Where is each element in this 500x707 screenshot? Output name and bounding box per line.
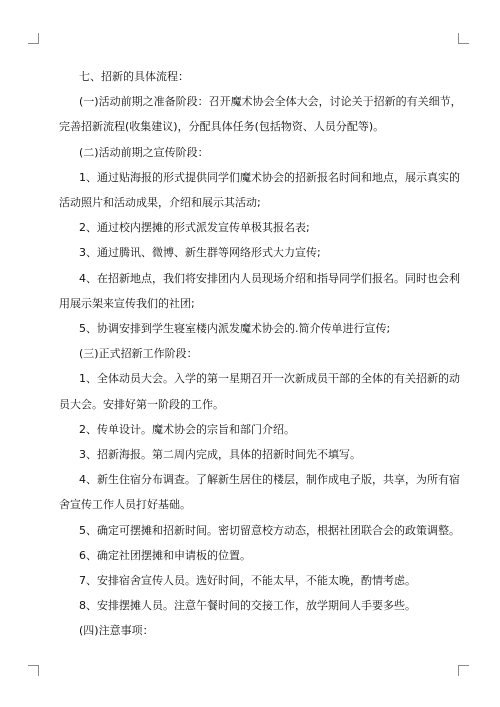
subsection-heading: (四)注意事项：: [79, 624, 154, 638]
paragraph-line: 1、全体动员大会。入学的第一星期召开一次新成员干部的全体的有关招新的动: [79, 372, 460, 386]
paragraph-line: 舍宣传工作人员打好基础。: [59, 498, 191, 512]
paragraph-line: 完善招新流程(收集建议)，分配具体任务(包括物资、人员分配等)。: [59, 120, 385, 134]
crop-mark-top-right: [458, 33, 469, 44]
paragraph-line: 2、传单设计。魔术协会的宗旨和部门介绍。: [79, 422, 295, 436]
paragraph-line: 4、在招新地点，我们将安排团内人员现场介绍和指导同学们报名。同时也会利: [79, 271, 460, 285]
crop-mark-top-left: [28, 33, 39, 44]
paragraph-line: 8、安排摆摊人员。注意午餐时间的交接工作，放学期间人手要多些。: [79, 599, 416, 613]
paragraph-line: (一)活动前期之准备阶段：召开魔术协会全体大会，讨论关于招新的有关细节，: [79, 95, 462, 109]
subsection-heading: (二)活动前期之宣传阶段：: [79, 145, 209, 159]
paragraph-line: 5、协调安排到学生寝室楼内派发魔术协会的.简介传单进行宣传;: [79, 322, 391, 336]
document-body: [59, 64, 462, 644]
paragraph-line: 活动照片和活动成果，介绍和展示其活动;: [59, 196, 261, 210]
crop-mark-bottom-right: [458, 665, 469, 676]
paragraph-line: 用展示架来宣传我们的社团;: [59, 296, 195, 310]
paragraph-line: 2、通过校内摆摊的形式派发宣传单极其报名表;: [79, 221, 310, 235]
paragraph-line: 3、招新海报。第二周内完成，具体的招新时间先不填写。: [79, 448, 361, 462]
paragraph-line: 员大会。安排好第一阶段的工作。: [59, 397, 224, 411]
paragraph-line: 5、确定可摆摊和招新时间。密切留意校方动态，根据社团联合会的政策调整。: [79, 523, 460, 537]
paragraph-line: 1、通过贴海报的形式提供同学们魔术协会的招新报名时间和地点，展示真实的: [79, 170, 460, 184]
paragraph-line: 7、安排宿舍宣传人员。选好时间，不能太早，不能太晚，酌情考虑。: [79, 574, 416, 588]
section-heading: 七、招新的具体流程：: [79, 70, 189, 83]
paragraph-line: 4、新生住宿分布调查。了解新生居住的楼层，制作成电子版，共享，为所有宿: [79, 473, 460, 487]
subsection-heading: (三)正式招新工作阶段：: [79, 347, 198, 361]
crop-mark-bottom-left: [28, 665, 39, 676]
paragraph-line: 6、确定社团摆摊和申请板的位置。: [79, 548, 251, 562]
paragraph-line: 3、通过腾讯、微博、新生群等网络形式大力宣传;: [79, 246, 321, 260]
